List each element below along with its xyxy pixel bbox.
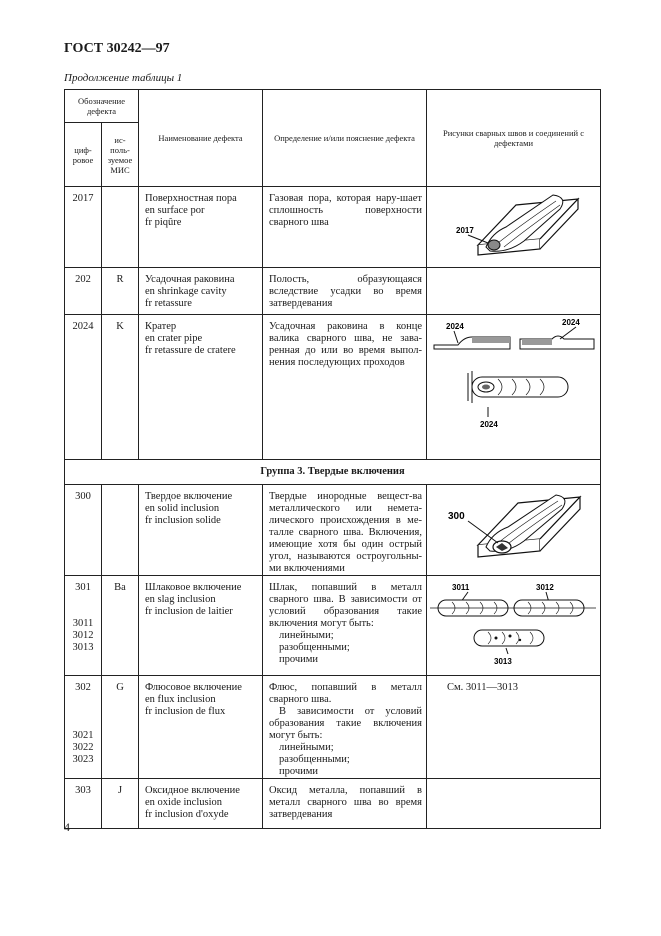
defect-definition: Газовая пора, которая нару-шает сплошность поверхности сварного шва	[263, 187, 427, 268]
figure-surface-pore	[427, 187, 601, 268]
defect-code: 300	[65, 485, 102, 576]
figure-label: 2017	[455, 226, 474, 235]
table-continuation: Продолжение таблицы 1	[64, 72, 183, 84]
defect-name: Кратер en crater pipe fr retassure de cratere	[139, 315, 263, 460]
col-name: Наименование дефекта	[139, 90, 263, 187]
defect-name: Твердое включение en solid inclusion fr inclusion solide	[139, 485, 263, 576]
iiw-code: Ba	[102, 576, 139, 676]
figure-label: 300	[447, 511, 465, 522]
defect-name: Оксидное включение en oxide inclusion fr inclusion d'oxyde	[139, 779, 263, 829]
figure-label: 2024	[561, 318, 580, 327]
defect-definition: Твердые инородные вещест-ва металлического или немета-лического происхождения в ме-талле сварного шва. Включения, имеющие хотя бы один острый угол, называются остроугольны-ми включениями	[263, 485, 427, 576]
defect-definition: Полость, образующаяся вследствие усадки во время затвердевания	[263, 268, 427, 315]
defect-code: 303	[65, 779, 102, 829]
figure-label: 3012	[535, 583, 554, 592]
figure-slag-inclusion	[427, 576, 601, 676]
figure-label: 2024	[479, 420, 498, 429]
col-definition: Определение и/или пояснение дефекта	[263, 90, 427, 187]
group-heading: Группа 3. Твердые включения	[65, 460, 601, 485]
defect-name: Флюсовое включение en flux inclusion fr inclusion de flux	[139, 676, 263, 779]
col-iiw: ис- поль- зуемое МИС	[102, 123, 139, 187]
defect-name: Поверхностная пора en surface por fr piqûre	[139, 187, 263, 268]
iiw-code: K	[102, 315, 139, 460]
figure-label: 3011	[451, 583, 469, 592]
document-id: ГОСТ 30242—97	[64, 41, 170, 56]
defect-definition: Усадочная раковина в конце валика сварного шва, не зава-ренная до или во время выпол-нения последующих проходов	[263, 315, 427, 460]
table-row	[65, 187, 601, 268]
defect-definition: Оксид металла, попавший в металл сварного шва во время затвердевания	[263, 779, 427, 829]
table-row	[65, 268, 601, 315]
table-row	[65, 576, 601, 676]
figure-label: 2024	[445, 322, 464, 331]
table-row	[65, 315, 601, 460]
iiw-code	[102, 187, 139, 268]
defect-code: 202	[65, 268, 102, 315]
defect-code: 2024	[65, 315, 102, 460]
col-figures: Рисунки сварных швов и соединений с дефектами	[427, 90, 601, 187]
defect-definition: Шлак, попавший в металл сварного шва. В зависимости от условий образования такие включения могут быть: линейными; разобщенными; прочими	[263, 576, 427, 676]
iiw-code: R	[102, 268, 139, 315]
col-designation: Обозначение дефекта	[65, 90, 139, 123]
defect-name: Шлаковое включение en slag inclusion fr inclusion de laitier	[139, 576, 263, 676]
defect-definition: Флюс, попавший в металл сварного шва. В зависимости от условий образования такие включения могут быть: линейными; разобщенными; прочими	[263, 676, 427, 779]
group-heading-row	[65, 460, 601, 485]
table-row	[65, 485, 601, 576]
figure-crater-pipe	[427, 315, 601, 460]
defect-code: 302 3021 3022 3023	[65, 676, 102, 779]
defect-name: Усадочная раковина en shrinkage cavity fr retassure	[139, 268, 263, 315]
defect-code: 301 3011 3012 3013	[65, 576, 102, 676]
col-digital: циф- ровое	[65, 123, 102, 187]
page-number: 4	[64, 820, 70, 834]
defect-code: 2017	[65, 187, 102, 268]
figure-label: 3013	[493, 657, 512, 666]
table-row	[65, 779, 601, 829]
iiw-code: G	[102, 676, 139, 779]
table-row	[65, 676, 601, 779]
defects-table	[64, 89, 601, 829]
see-reference: См. 3011—3013	[427, 676, 601, 779]
figure-solid-inclusion	[427, 485, 601, 576]
iiw-code: J	[102, 779, 139, 829]
iiw-code	[102, 485, 139, 576]
